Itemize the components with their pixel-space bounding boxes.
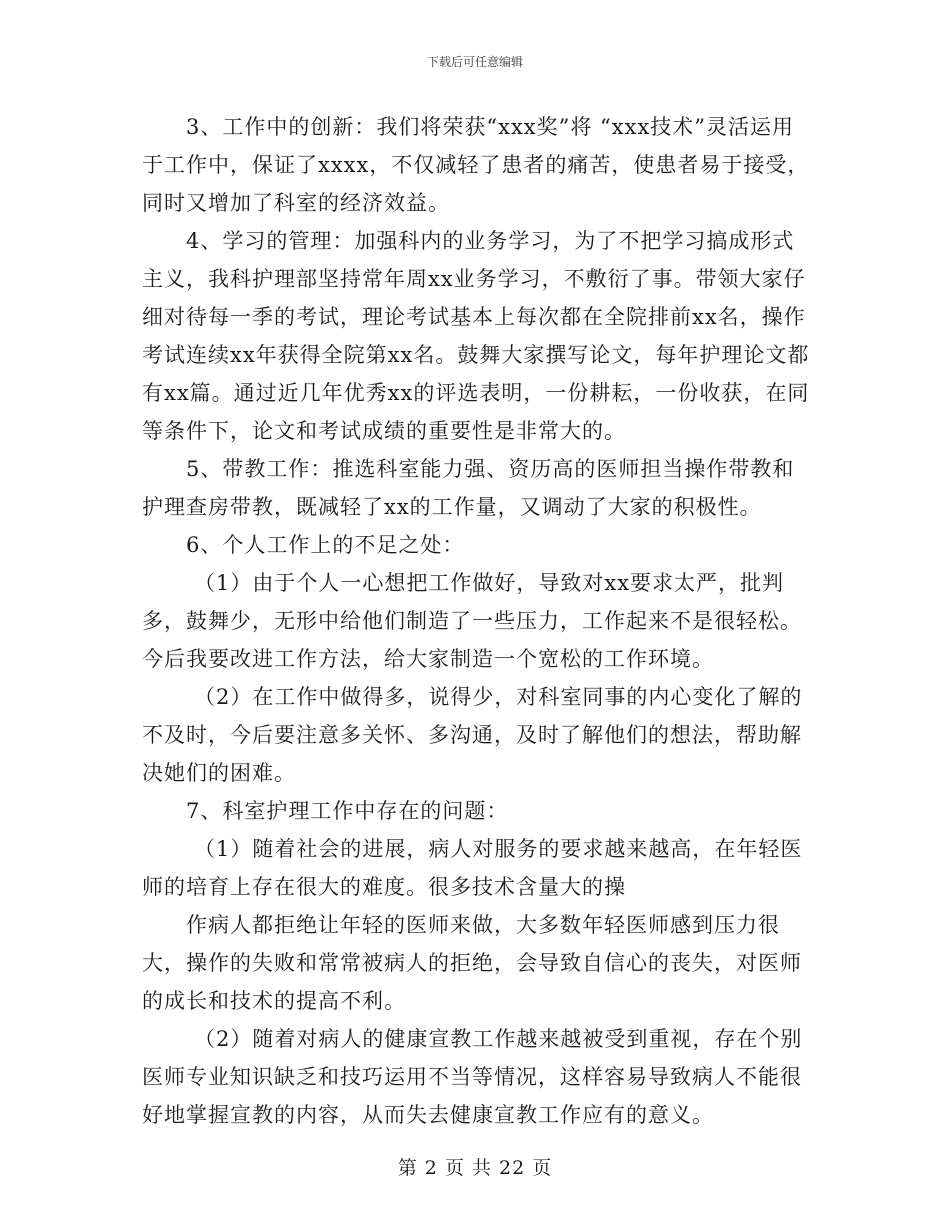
paragraph-innovation: 3、工作中的创新：我们将荣获“xxx奖”将 “xxx技术”灵活运用于工作中，保证了xxxx，不仅减轻了患者的痛苦，使患者易于接受，同时又增加了科室的经济效益。 <box>142 115 810 215</box>
paragraph-shortcoming-2: （2）在工作中做得多，说得少，对科室同事的内心变化了解的不及时，今后要注意多关怀、多沟通，及时了解他们的想法，帮助解决她们的困难。 <box>142 685 803 785</box>
paragraph-teaching: 5、带教工作：推选科室能力强、资历高的医师担当操作带教和护理查房带教，既减轻了xx的工作量，又调动了大家的积极性。 <box>142 457 795 519</box>
page-number: 第 2 页 共 22 页 <box>397 1157 553 1179</box>
paragraph-problems-heading: 7、科室护理工作中存在的问题： <box>186 799 509 823</box>
paragraph-shortcoming-1: （1）由于个人一心想把工作做好，导致对xx要求太严，批判多，鼓舞少，无形中给他们制造了一些压力，工作起来不是很轻松。今后我要改进工作方法，给大家制造一个宽松的工作环境。 <box>142 571 802 671</box>
paragraph-shortcomings-heading: 6、个人工作上的不足之处： <box>186 533 465 557</box>
paragraph-problem-1-continued: 作病人都拒绝让年轻的医师来做，大多数年轻医师感到压力很大，操作的失败和常常被病人的拒绝，会导致自信心的丧失，对医师的成长和技术的提高不利。 <box>142 913 802 1013</box>
document-body <box>142 108 810 1134</box>
paragraph-problem-1: （1）随着社会的进展，病人对服务的要求越来越高，在年轻医师的培育上存在很大的难度。很多技术含量大的操 <box>142 837 803 899</box>
paragraph-study-management: 4、学习的管理：加强科内的业务学习，为了不把学习搞成形式主义，我科护理部坚持常年周xx业务学习，不敷衍了事。带领大家仔细对待每一季的考试，理论考试基本上每次都在全院排前xx名，操作考试连续xx年获得全院第xx名。鼓舞大家撰写论文，每年护理论文都有xx篇。通过近几年优秀xx的评选表明，一份耕耘，一份收获，在同等条件下，论文和考试成绩的重要性是非常大的。 <box>142 229 810 443</box>
page-header: 下载后可任意编辑 <box>426 55 523 69</box>
paragraph-problem-2: （2）随着对病人的健康宣教工作越来越被受到重视，存在个别医师专业知识缺乏和技巧运用不当等情况，这样容易导致病人不能很好地掌握宣教的内容，从而失去健康宣教工作应有的意义。 <box>142 1027 803 1127</box>
